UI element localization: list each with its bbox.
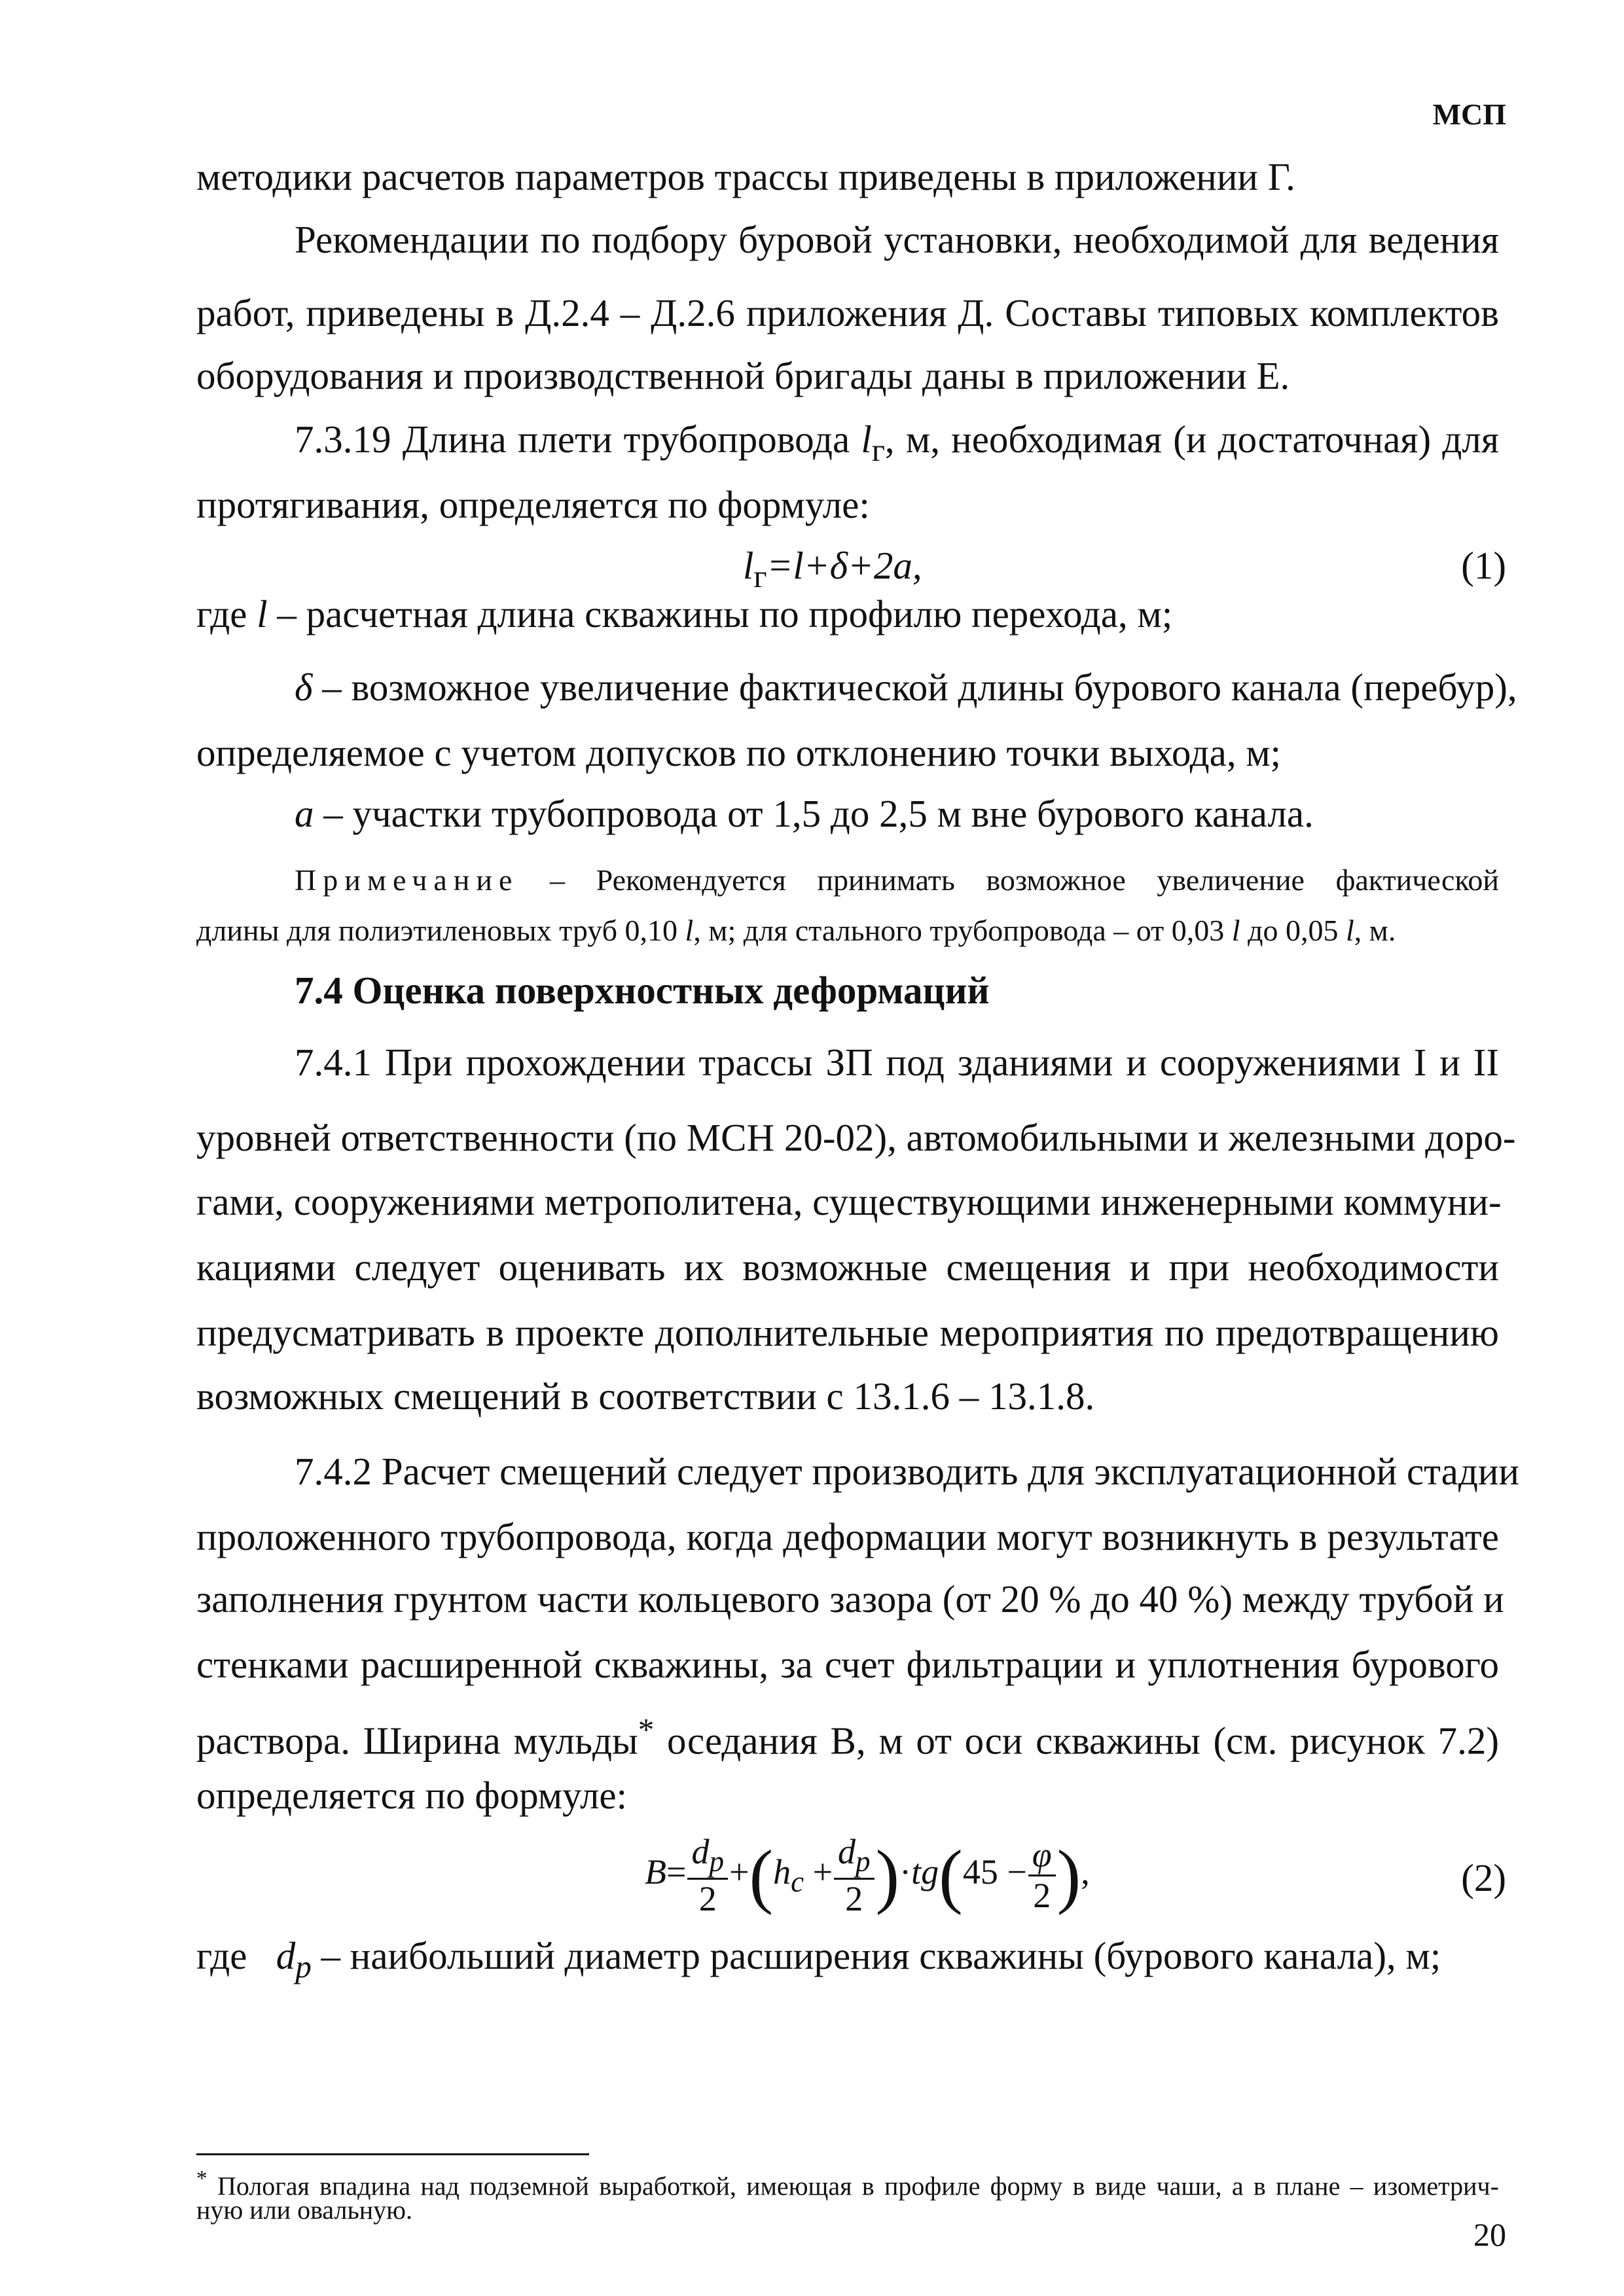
text-line: заполнения грунтом части кольцевого зазора (от 20 % до 40 %) между трубой и bbox=[196, 1577, 1504, 1621]
text-line: Рекомендации по подбору буровой установки, необходимой для ведения bbox=[295, 218, 1499, 261]
page-number: 20 bbox=[1473, 2216, 1506, 2253]
text-line: где $d_p$ – наибольший диаметр расширения скважины (бурового канала), м; bbox=[196, 1934, 1441, 1984]
equation-2-number: (2) bbox=[1461, 1856, 1506, 1899]
text-line: работ, приведены в Д.2.4 – Д.2.6 приложения Д. Составы типовых комплектов bbox=[196, 291, 1499, 334]
equation-1: $l_г=l+\delta+2a$, bbox=[743, 544, 922, 594]
text-line: стенками расширенной скважины, за счет фильтрации и уплотнения бурового bbox=[196, 1643, 1499, 1686]
text-line: раствора. Ширина мульды* оседания В, м от оси скважины (см. рисунок 7.2) bbox=[196, 1712, 1499, 1763]
text-line: оборудования и производственной бригады даны в приложении Е. bbox=[196, 354, 1290, 397]
running-header: МСП bbox=[1432, 98, 1506, 131]
text-line: δ – возможное увеличение фактической длины бурового канала (перебур), bbox=[295, 666, 1517, 709]
text-line: возможных смещений в соответствии с 13.1.6 – 13.1.8. bbox=[196, 1374, 1095, 1418]
text-line: кациями следует оценивать их возможные смещения и при необходимости bbox=[196, 1246, 1499, 1289]
text-line: a – участки трубопровода от 1,5 до 2,5 м вне бурового канала. bbox=[295, 792, 1314, 835]
text-line: 7.4.1 При прохождении трассы ЗП под зданиями и сооружениями I и II bbox=[295, 1041, 1499, 1084]
text-line: где l – расчетная длина скважины по профилю перехода, м; bbox=[196, 592, 1173, 636]
equation-1-number: (1) bbox=[1461, 544, 1506, 587]
text-line: протягивания, определяется по формуле: bbox=[196, 483, 870, 526]
text-line: 7.4.2 Расчет смещений следует производить для эксплуатационной стадии bbox=[295, 1450, 1520, 1493]
text-line: проложенного трубопровода, когда деформации могут возникнуть в результате bbox=[196, 1515, 1499, 1558]
text-line: гами, сооружениями метрополитена, существующими инженерными коммуни- bbox=[196, 1180, 1502, 1223]
text-line: предусматривать в проекте дополнительные мероприятия по предотвращению bbox=[196, 1311, 1499, 1354]
text-line: уровней ответственности (по МСН 20-02), автомобильными и железными доро- bbox=[196, 1116, 1516, 1159]
section-heading: 7.4 Оценка поверхностных деформаций bbox=[295, 969, 990, 1012]
note-line: Примечание – Рекомендуется принимать возможное увеличение фактической bbox=[295, 863, 1499, 897]
equation-2: B= $\frac{d_p}{2}$ $+(h_c$ + $\frac{d_p}{2}$ )·tg(45 − $\frac{\varphi}{2}$ ), bbox=[645, 1832, 1090, 1919]
text-line: методики расчетов параметров трассы приведены в приложении Г. bbox=[196, 155, 1295, 198]
footnote-divider bbox=[196, 2153, 589, 2155]
text-line: 7.3.19 Длина плети трубопровода $l_г$, м, необходимая (и достаточная) для bbox=[295, 418, 1499, 468]
footnote-line: ную или овальную. bbox=[196, 2195, 413, 2225]
footnote-line: * Пологая впадина над подземной выработкой, имеющая в профиле форму в виде чаши, а в плане – изометрич- bbox=[196, 2166, 1499, 2201]
note-line: длины для полиэтиленовых труб 0,10 l, м; для стального трубопровода – от 0,03 l до 0,05 l, м. bbox=[196, 914, 1396, 947]
text-line: определяемое с учетом допусков по отклонению точки выхода, м; bbox=[196, 731, 1282, 774]
text-line: определяется по формуле: bbox=[196, 1774, 627, 1817]
